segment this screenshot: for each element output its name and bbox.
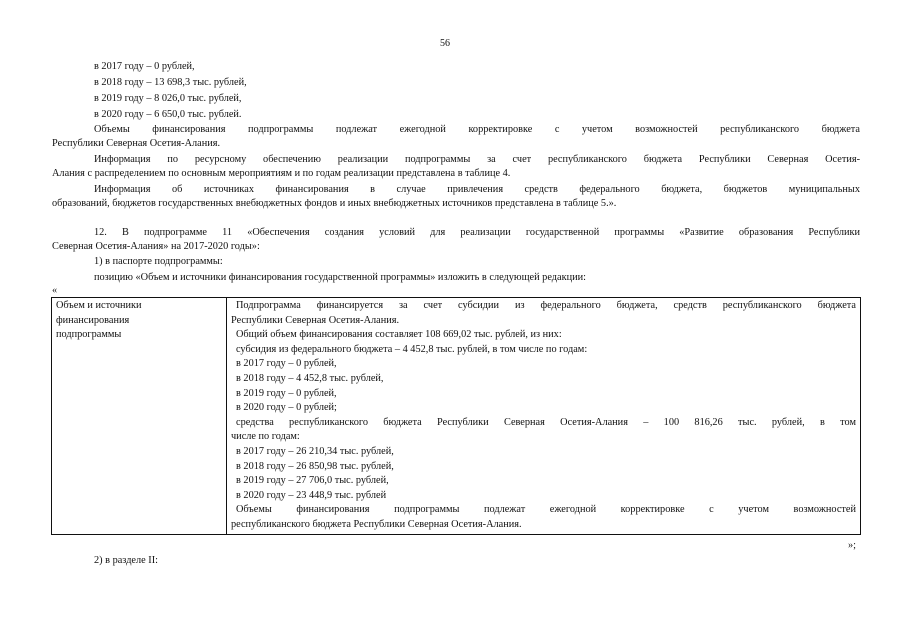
right-cell-line: Подпрограмма финансируется за счет субсидии из федерального бюджета, средств республиканского бюджета	[236, 300, 856, 311]
intro-line-2020: в 2020 году – 6 650,0 тыс. рублей.	[94, 109, 242, 120]
subitem-1: 1) в паспорте подпрограммы:	[94, 256, 223, 267]
para-sources-line2: образований, бюджетов государственных внебюджетных фондов и иных внебюджетных источников представлена в таблице 5.».	[52, 198, 617, 209]
right-cell-line: в 2019 году – 0 рублей,	[236, 387, 337, 399]
right-cell-line: в 2020 году – 23 448,9 тыс. рублей	[236, 489, 387, 501]
right-cell-line: в 2020 году – 0 рублей;	[236, 402, 337, 414]
para-resources-line2: Алания с распределением по основным мероприятиям и по годам реализации представлена в таблице 4.	[52, 168, 511, 179]
open-quote: «	[52, 285, 58, 296]
para-financing-line2: Республики Северная Осетия-Алания.	[52, 138, 221, 149]
right-cell-line: числе по годам:	[231, 431, 300, 443]
right-cell-line: Республики Северная Осетия-Алания.	[231, 314, 400, 326]
table-right-cell	[227, 298, 861, 535]
para-resources-line1: Информация по ресурсному обеспечению реализации подпрограммы за счет республиканского бюджета Республики Северная Осетия-	[94, 154, 860, 165]
right-cell-line: в 2019 году – 27 706,0 тыс. рублей,	[236, 475, 389, 487]
intro-line-2019: в 2019 году – 8 026,0 тыс. рублей,	[94, 93, 242, 104]
table-row	[52, 298, 861, 535]
right-cell-line: в 2018 году – 4 452,8 тыс. рублей,	[236, 372, 384, 384]
intro-line-2018: в 2018 году – 13 698,3 тыс. рублей,	[94, 77, 247, 88]
subitem-2: 2) в разделе II:	[94, 555, 158, 566]
right-cell-line: в 2017 году – 0 рублей,	[236, 358, 337, 370]
left-cell-line: Объем и источники	[56, 300, 142, 311]
right-cell-line: субсидия из федерального бюджета – 4 452,8 тыс. рублей, в том числе по годам:	[236, 343, 588, 355]
page-number: 56	[440, 38, 450, 49]
right-cell-line: Общий объем финансирования составляет 108 669,02 тыс. рублей, из них:	[236, 329, 562, 341]
subitem-1-text: позицию «Объем и источники финансирования государственной программы» изложить в следующей редакции:	[94, 272, 586, 283]
financing-table	[51, 297, 861, 535]
item12-line1: 12. В подпрограмме 11 «Обеспечения создания условий для реализации государственной программы «Развитие образования Республики	[94, 227, 860, 238]
para-financing-line1: Объемы финансирования подпрограммы подлежат ежегодной корректировке с учетом возможностей республиканского бюджета	[94, 124, 860, 135]
right-cell-line: средства республиканского бюджета Республики Северная Осетия-Алания – 100 816,26 тыс. рублей, в том	[236, 416, 856, 428]
item12-line2: Северная Осетия-Алания» на 2017-2020 годы»:	[52, 241, 260, 252]
right-cell-line: в 2018 году – 26 850,98 тыс. рублей,	[236, 460, 394, 472]
intro-line-2017: в 2017 году – 0 рублей,	[94, 61, 195, 72]
left-cell-line: финансирования	[56, 314, 130, 326]
right-cell-line: в 2017 году – 26 210,34 тыс. рублей,	[236, 445, 394, 457]
right-cell-line: республиканского бюджета Республики Северная Осетия-Алания.	[231, 518, 522, 530]
left-cell-line: подпрограммы	[56, 329, 122, 341]
close-quote: »;	[848, 540, 857, 551]
right-cell-line: Объемы финансирования подпрограммы подлежат ежегодной корректировке с учетом возможностей	[236, 504, 856, 516]
table-left-cell	[52, 298, 227, 535]
para-sources-line1: Информация об источниках финансирования в случае привлечения средств федерального бюджета, бюджетов муниципальных	[94, 184, 860, 195]
